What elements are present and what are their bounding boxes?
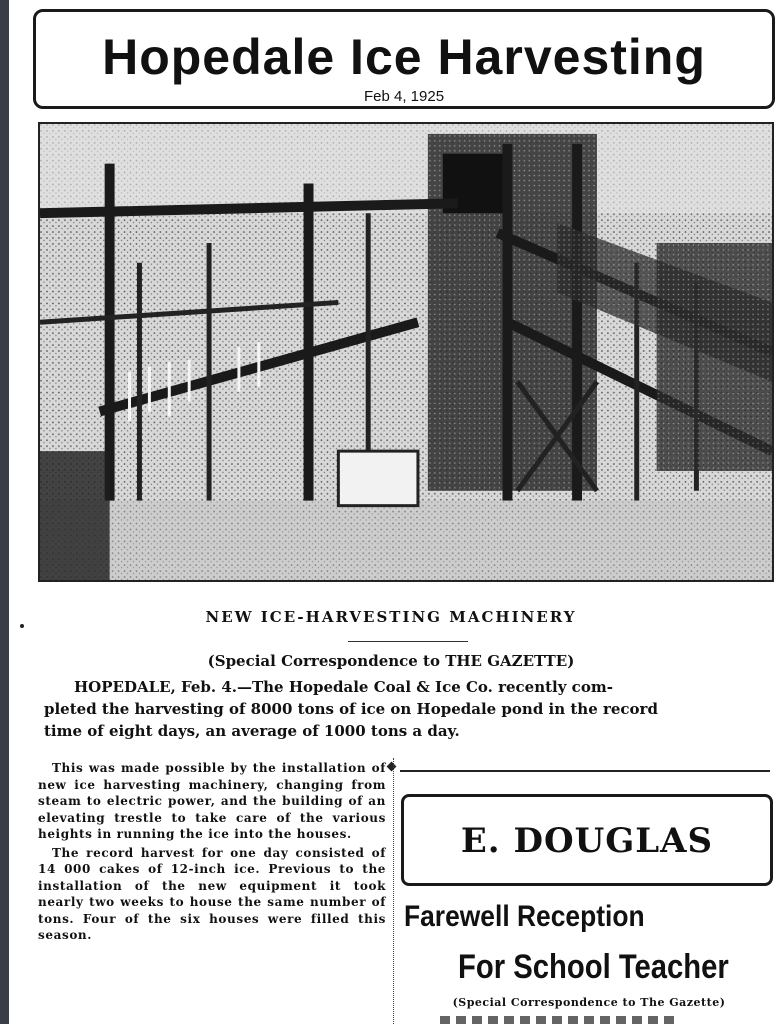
column-divider (393, 758, 398, 1024)
photo-illustration (40, 124, 772, 580)
cut-off-text-line (440, 1016, 680, 1024)
article-lede (44, 676, 780, 742)
advertisement-name: E. DOUGLAS (460, 821, 714, 861)
article-paragraph: The record harvest for one day consisted of 14 000 cakes of 12-inch ice. Previous to the installation of the new equipment it took nearly two weeks to house the same number of tons. Four of the six houses were filled this season. (38, 845, 386, 942)
article-paragraph: This was made possible by the installation of new ice harvesting machinery, changing from steam to electric power, and the building of an elevating trestle to take care of the various heights in running the ice into the houses. (38, 761, 386, 841)
page-edge (0, 0, 9, 1024)
ice-harvesting-photo (38, 122, 774, 582)
article-headline: NEW ICE-HARVESTING MACHINERY (205, 608, 577, 626)
headline-divider (348, 641, 468, 642)
second-headline-line1: Farewell Reception (404, 900, 645, 933)
right-column-rule (400, 770, 770, 772)
article-byline: (Special Correspondence to THE GAZETTE) (207, 652, 575, 670)
masthead-box (33, 9, 775, 109)
lede-line: pleted the harvesting of 8000 tons of ice on Hopedale pond in the record (44, 700, 658, 718)
advertisement-box (401, 794, 773, 886)
article-body (38, 760, 386, 944)
page-title: Hopedale Ice Harvesting (102, 29, 706, 85)
second-article-byline: (Special Correspondence to The Gazette) (452, 996, 726, 1009)
second-headline-line2: For School Teacher (458, 948, 729, 986)
lede-line: HOPEDALE, Feb. 4.—The Hopedale Coal & Ice Co. recently com- (74, 678, 613, 696)
publication-date: Feb 4, 1925 (363, 88, 445, 105)
lede-line: time of eight days, an average of 1000 tons a day. (44, 722, 460, 740)
